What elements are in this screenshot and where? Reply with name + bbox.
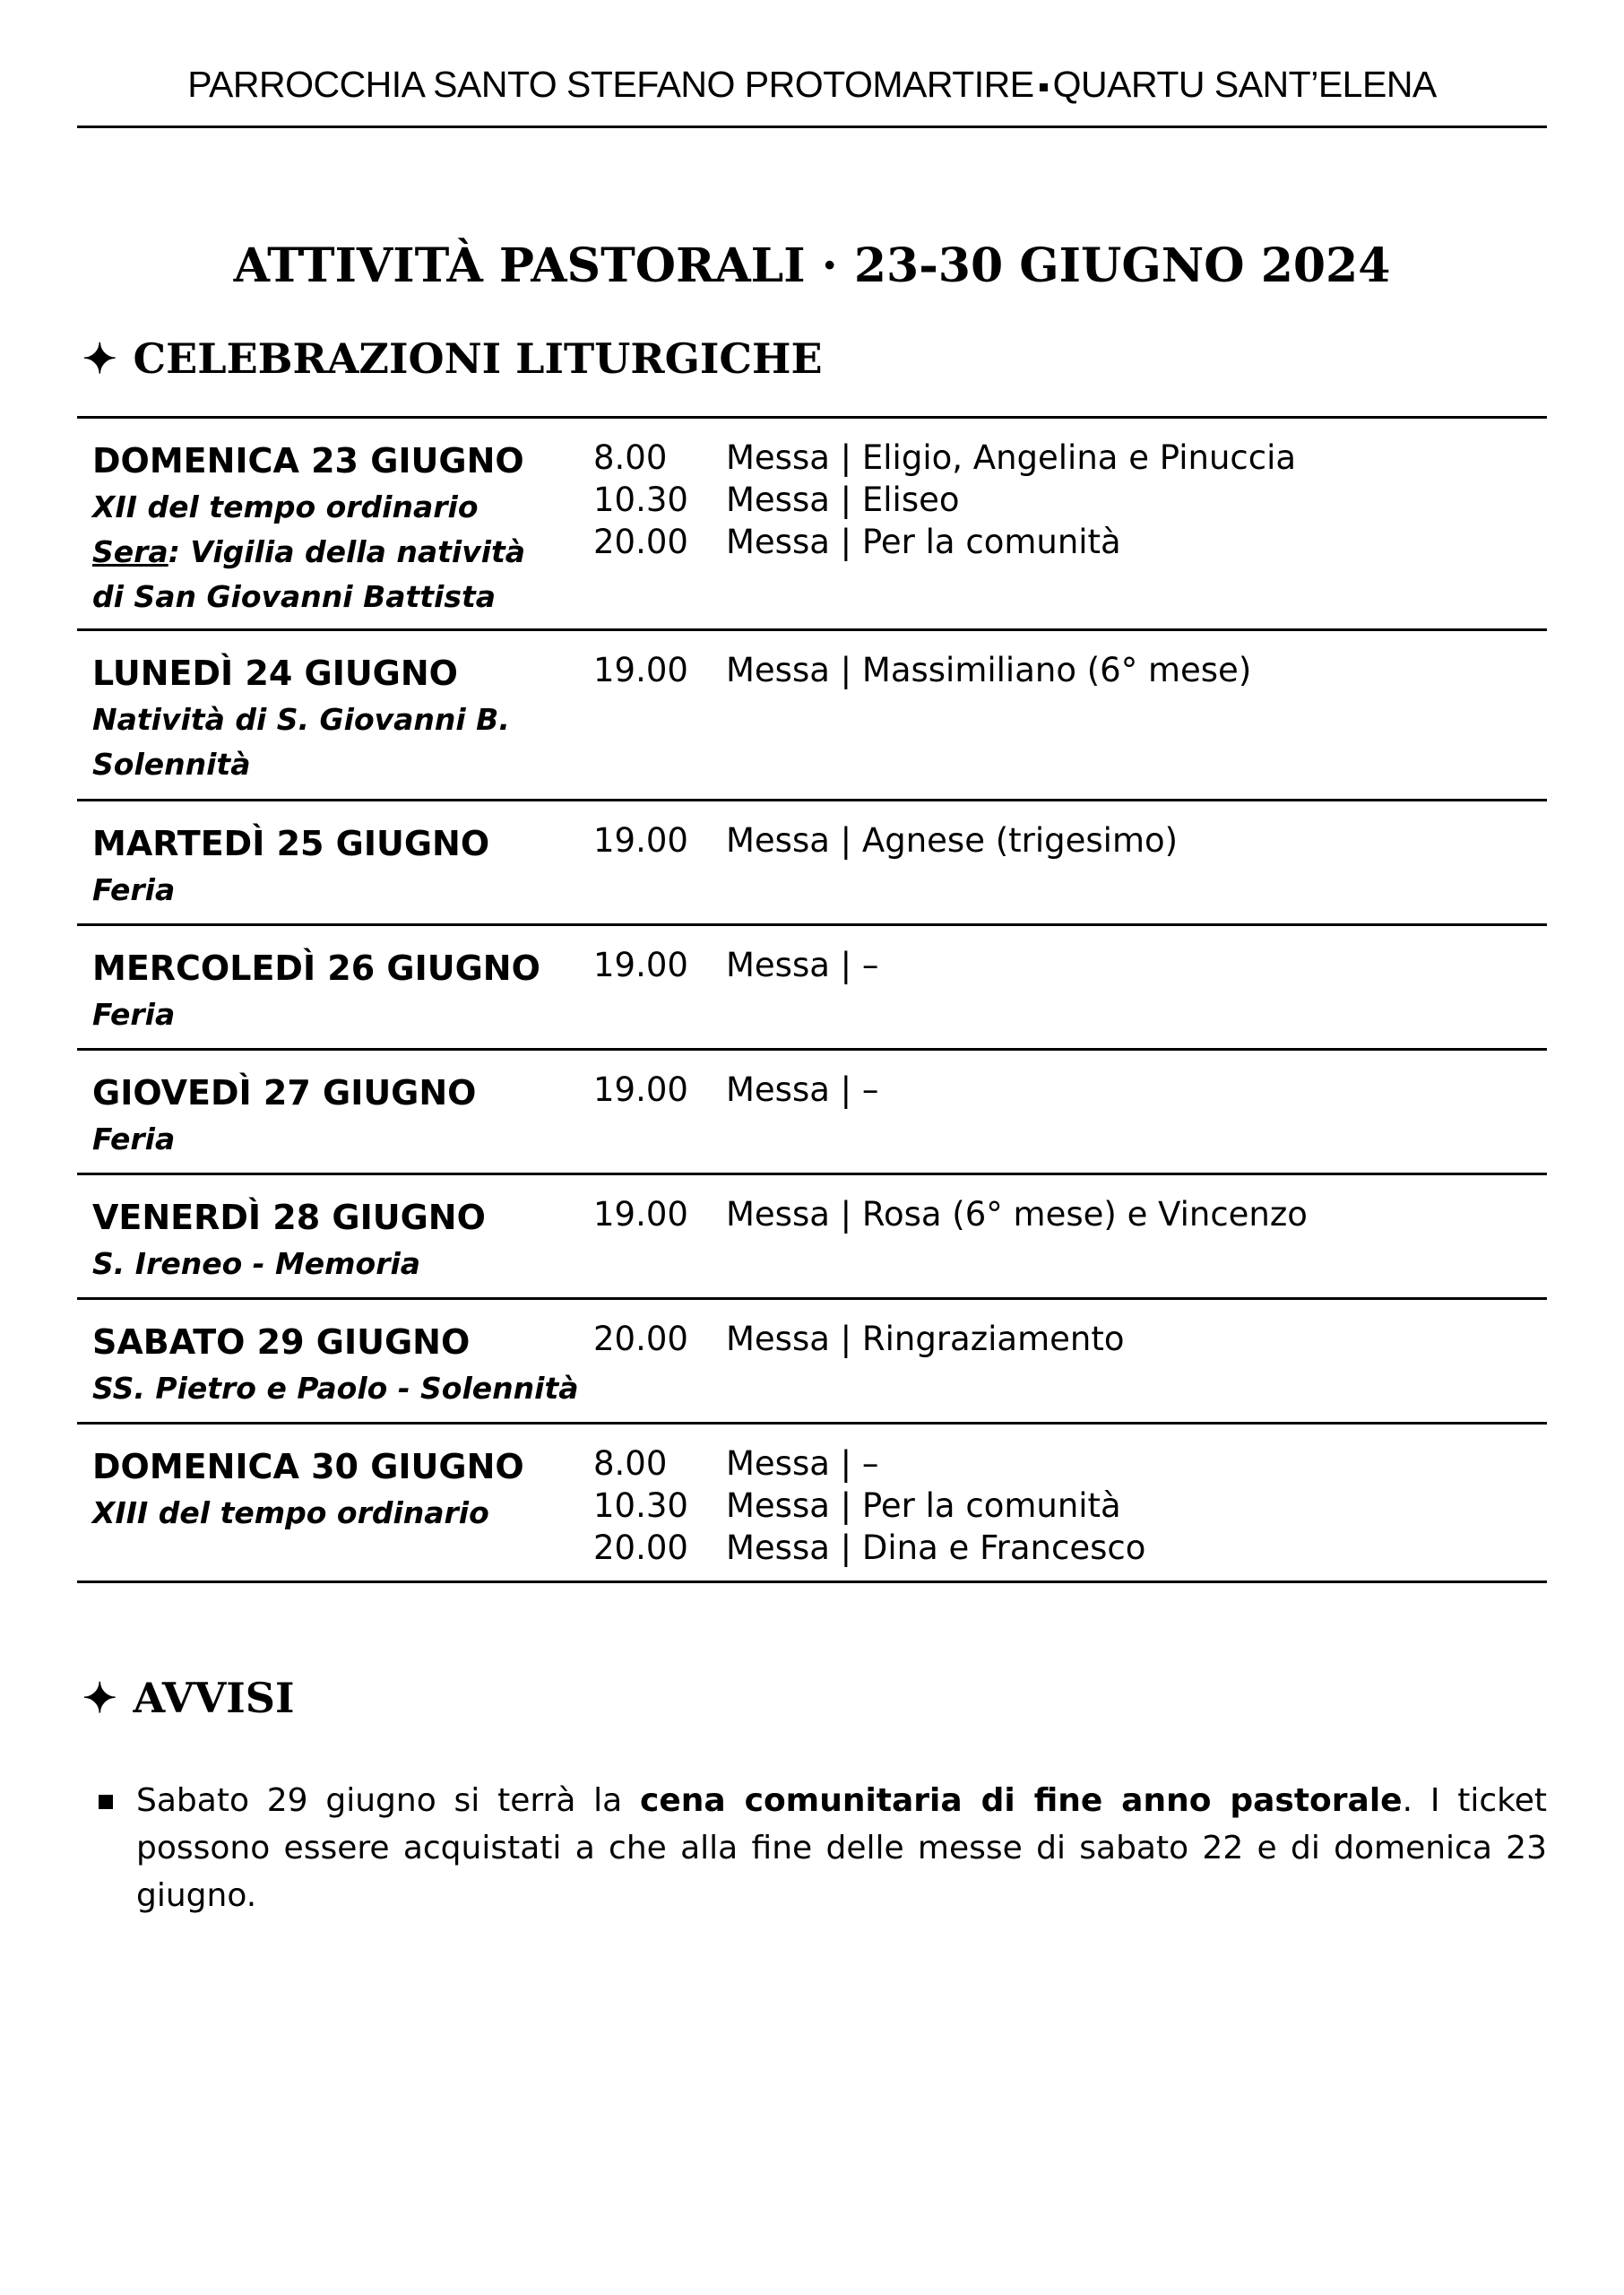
day-name: MARTEDÌ 25 GIUGNO bbox=[92, 824, 490, 863]
mass-text: Messa | Eliseo bbox=[726, 481, 960, 519]
mass-line bbox=[593, 819, 1178, 862]
mass-line bbox=[593, 479, 1296, 521]
parish-name: PARROCCHIA SANTO STEFANO PROTOMARTIRE bbox=[187, 64, 1034, 105]
table-row bbox=[77, 1300, 1547, 1425]
mass-text: Messa | – bbox=[726, 1070, 879, 1109]
mass-cell bbox=[593, 1318, 1125, 1360]
table-row bbox=[77, 631, 1547, 801]
mass-text: Messa | – bbox=[726, 1444, 879, 1483]
mass-text: Messa | Per la comunità bbox=[726, 523, 1121, 561]
mass-cell bbox=[593, 1442, 1145, 1569]
mass-text: Messa | Eligio, Angelina e Pinuccia bbox=[726, 438, 1297, 477]
square-bullet-icon bbox=[1040, 83, 1048, 91]
day-cell bbox=[92, 649, 594, 787]
mass-time: 8.00 bbox=[593, 438, 668, 477]
mass-time: 19.00 bbox=[593, 946, 688, 984]
day-note: XIII del tempo ordinario bbox=[92, 1495, 489, 1530]
mass-cell bbox=[593, 1069, 878, 1111]
mass-time: 19.00 bbox=[593, 651, 688, 689]
day-cell bbox=[92, 437, 594, 619]
square-bullet-icon bbox=[99, 1795, 113, 1809]
day-note: Solennità bbox=[92, 747, 251, 782]
day-name: GIOVEDÌ 27 GIUGNO bbox=[92, 1073, 477, 1113]
day-cell bbox=[92, 944, 594, 1037]
mass-line bbox=[593, 1318, 1125, 1360]
mass-line bbox=[593, 649, 1251, 691]
day-note: Feria bbox=[92, 1122, 176, 1156]
day-name: DOMENICA 30 GIUGNO bbox=[92, 1447, 524, 1486]
day-note: SS. Pietro e Paolo - Solennità bbox=[92, 1371, 579, 1406]
mass-line bbox=[593, 437, 1296, 479]
day-cell bbox=[92, 1318, 594, 1411]
day-name: DOMENICA 23 GIUGNO bbox=[92, 441, 524, 481]
day-cell bbox=[92, 1069, 594, 1162]
mass-time: 20.00 bbox=[593, 1320, 688, 1358]
mass-time: 19.00 bbox=[593, 1070, 688, 1109]
day-name: LUNEDÌ 24 GIUGNO bbox=[92, 654, 458, 693]
document-title: ATTIVITÀ PASTORALI · 23-30 GIUGNO 2024 bbox=[233, 238, 1391, 293]
mass-text: Messa | Massimiliano (6° mese) bbox=[726, 651, 1252, 689]
header-divider bbox=[77, 126, 1547, 128]
mass-line bbox=[593, 1527, 1145, 1569]
mass-cell bbox=[593, 944, 878, 986]
notices-list bbox=[99, 1777, 1547, 1919]
mass-time: 8.00 bbox=[593, 1444, 668, 1483]
day-cell bbox=[92, 1193, 594, 1286]
mass-line bbox=[593, 1069, 878, 1111]
star-icon: ✦ bbox=[82, 334, 117, 383]
day-name: VENERDÌ 28 GIUGNO bbox=[92, 1198, 486, 1237]
mass-line bbox=[593, 944, 878, 986]
star-icon: ✦ bbox=[82, 1674, 117, 1722]
mass-time: 19.00 bbox=[593, 1195, 688, 1234]
mass-time: 20.00 bbox=[593, 523, 688, 561]
day-note: XII del tempo ordinario bbox=[92, 489, 479, 524]
day-note: di San Giovanni Battista bbox=[92, 579, 497, 614]
day-name: MERCOLEDÌ 26 GIUGNO bbox=[92, 948, 540, 988]
section-title: AVVISI bbox=[133, 1674, 295, 1722]
day-cell bbox=[92, 1442, 594, 1536]
day-note: Feria bbox=[92, 997, 176, 1032]
section-heading-celebrazioni bbox=[82, 332, 823, 385]
mass-line bbox=[593, 1485, 1145, 1527]
day-note: S. Ireneo - Memoria bbox=[92, 1246, 421, 1281]
day-note: Natività di S. Giovanni B. bbox=[92, 702, 510, 737]
mass-cell bbox=[593, 819, 1178, 862]
schedule-table bbox=[77, 416, 1547, 1583]
section-title: CELEBRAZIONI LITURGICHE bbox=[133, 334, 823, 383]
table-row bbox=[77, 1425, 1547, 1583]
mass-text: Messa | Agnese (trigesimo) bbox=[726, 821, 1179, 860]
day-cell bbox=[92, 819, 594, 913]
mass-text: Messa | – bbox=[726, 946, 879, 984]
notice-highlight: cena comunitaria di fine anno pastorale bbox=[640, 1782, 1403, 1819]
mass-cell bbox=[593, 649, 1251, 691]
table-row bbox=[77, 1051, 1547, 1175]
mass-cell bbox=[593, 1193, 1308, 1235]
table-row bbox=[77, 419, 1547, 631]
day-name: SABATO 29 GIUGNO bbox=[92, 1322, 471, 1362]
mass-line bbox=[593, 521, 1296, 563]
mass-time: 10.30 bbox=[593, 1486, 688, 1525]
day-note: Feria bbox=[92, 872, 176, 907]
mass-text: Messa | Dina e Francesco bbox=[726, 1529, 1146, 1567]
page-header bbox=[77, 59, 1547, 109]
table-row bbox=[77, 801, 1547, 926]
mass-cell bbox=[593, 437, 1296, 563]
section-heading-avvisi bbox=[82, 1671, 295, 1725]
mass-time: 10.30 bbox=[593, 481, 688, 519]
table-row bbox=[77, 926, 1547, 1051]
mass-line bbox=[593, 1193, 1308, 1235]
list-item bbox=[99, 1777, 1547, 1919]
mass-time: 20.00 bbox=[593, 1529, 688, 1567]
parish-town: QUARTU SANT’ELENA bbox=[1052, 64, 1437, 105]
mass-text: Messa | Per la comunità bbox=[726, 1486, 1121, 1525]
mass-text: Messa | Ringraziamento bbox=[726, 1320, 1125, 1358]
mass-text: Messa | Rosa (6° mese) e Vincenzo bbox=[726, 1195, 1308, 1234]
table-row bbox=[77, 1175, 1547, 1300]
notice-text: Sabato 29 giugno si terrà la cena comunitaria di fine anno pastorale. I ticket possono essere acquistati a che alla fine delle messe di sabato 22 e di domenica 23 giugno. bbox=[136, 1782, 1547, 1914]
day-note-sera: Sera: Vigilia della natività bbox=[92, 534, 526, 569]
mass-line bbox=[593, 1442, 1145, 1485]
mass-time: 19.00 bbox=[593, 821, 688, 860]
sera-label: Sera bbox=[92, 534, 168, 569]
